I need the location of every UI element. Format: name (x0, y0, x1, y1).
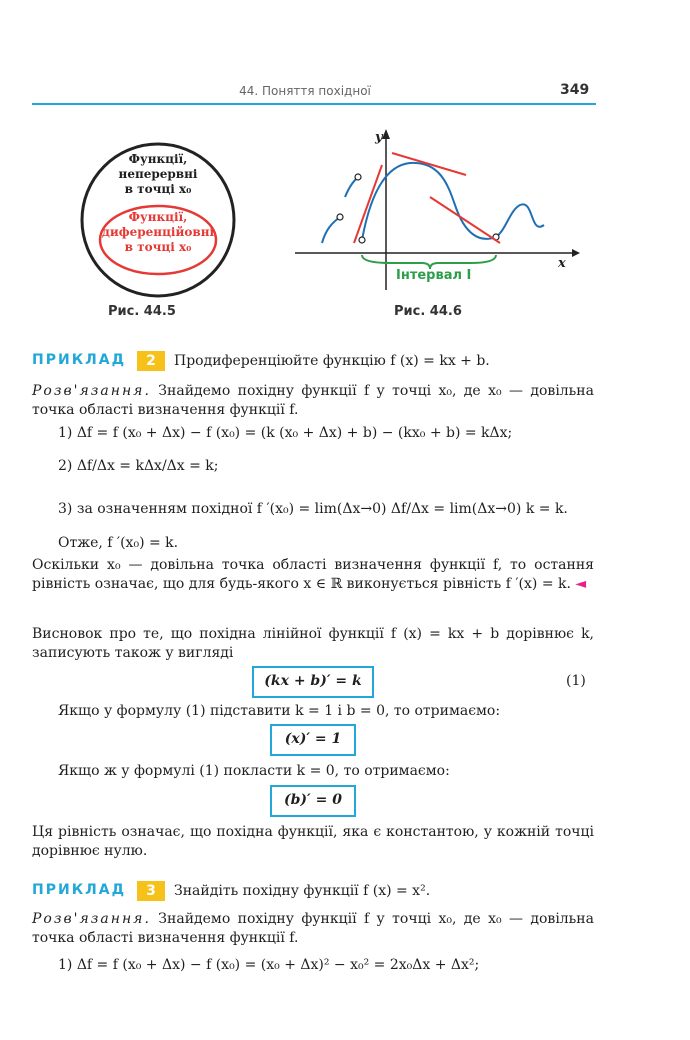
example-label: ПРИКЛАД (32, 882, 127, 898)
paragraph: Висновок про те, що похідна лінійної функції f (x) = kx + b дорівнює k, записують також у вигляді (32, 626, 594, 661)
header-rule (32, 103, 596, 105)
inner-set-label: Функції, диференційовні в точці x₀ (101, 210, 215, 254)
tangent-line (430, 197, 500, 243)
figure-44-5-caption: Рис. 44.5 (108, 304, 176, 319)
x-axis-label: x (558, 256, 566, 271)
open-point (337, 214, 343, 220)
y-axis-arrow-icon (382, 129, 390, 139)
curve-left-piece (322, 217, 340, 243)
solution-intro-text: Знайдемо похідну функції f у точці x₀, де x₀ — довільна точка області визначення функції f. (32, 911, 594, 946)
interval-brace (362, 255, 496, 269)
formula-box: (kx + b)′ = k (252, 666, 374, 698)
equation-number: (1) (566, 673, 586, 689)
outer-set-label: Функції, неперервні в точці x₀ (118, 152, 198, 196)
paragraph: Ця рівність означає, що похідна функції, яка є константою, у кожній точці дорівнює нулю. (32, 824, 594, 859)
interval-label: Інтервал I (396, 268, 472, 283)
running-header: 44. Поняття похідної (239, 84, 371, 98)
x-axis-arrow-icon (572, 249, 580, 257)
page-number: 349 (560, 82, 590, 98)
solution-step: 2) Δf/Δx = kΔx/Δx = k; (58, 458, 219, 474)
main-curve (362, 163, 544, 240)
example-statement: Знайдіть похідну функції f (x) = x². (174, 883, 431, 899)
solution-step: 1) Δf = f (x₀ + Δx) − f (x₀) = (k (x₀ + Δx) + b) − (kx₀ + b) = kΔx; (58, 425, 513, 441)
solution-word: Розв'язання. (32, 911, 151, 927)
y-axis-label: y (375, 130, 383, 145)
paragraph: Оскільки x₀ — довільна точка області визначення функції f, то остання рівність означає, що для будь-якого x ∈ ℝ виконується рівність f ′(x) = k. ◄ (32, 557, 594, 592)
example-number-badge: 2 (137, 351, 165, 371)
solution-intro (32, 382, 594, 420)
solution-intro (32, 910, 594, 948)
open-point (355, 174, 361, 180)
example-statement: Продиференціюйте функцію f (x) = kx + b. (174, 353, 490, 369)
interval-endpoint (359, 237, 365, 243)
figure-44-6-caption: Рис. 44.6 (394, 304, 462, 319)
example-label: ПРИКЛАД (32, 352, 127, 368)
paragraph: Якщо у формулу (1) підставити k = 1 і b = 0, то отримаємо: (58, 703, 501, 719)
formula-box: (x)′ = 1 (270, 724, 356, 756)
example-number-badge: 3 (137, 881, 165, 901)
solution-intro-text: Знайдемо похідну функції f у точці x₀, де x₀ — довільна точка області визначення функції f. (32, 383, 594, 418)
paragraph: Якщо ж у формулі (1) покласти k = 0, то отримаємо: (58, 763, 450, 779)
solution-word: Розв'язання. (32, 383, 151, 399)
solution-step: 1) Δf = f (x₀ + Δx) − f (x₀) = (x₀ + Δx)² − x₀² = 2x₀Δx + Δx²; (58, 957, 480, 973)
formula-box: (b)′ = 0 (270, 785, 356, 817)
end-of-solution-icon: ◄ (575, 576, 587, 592)
solution-step: 3) за означенням похідної f ′(x₀) = lim(Δx→0) Δf/Δx = lim(Δx→0) k = k. (58, 501, 568, 517)
conclusion-line: Отже, f ′(x₀) = k. (58, 535, 179, 551)
